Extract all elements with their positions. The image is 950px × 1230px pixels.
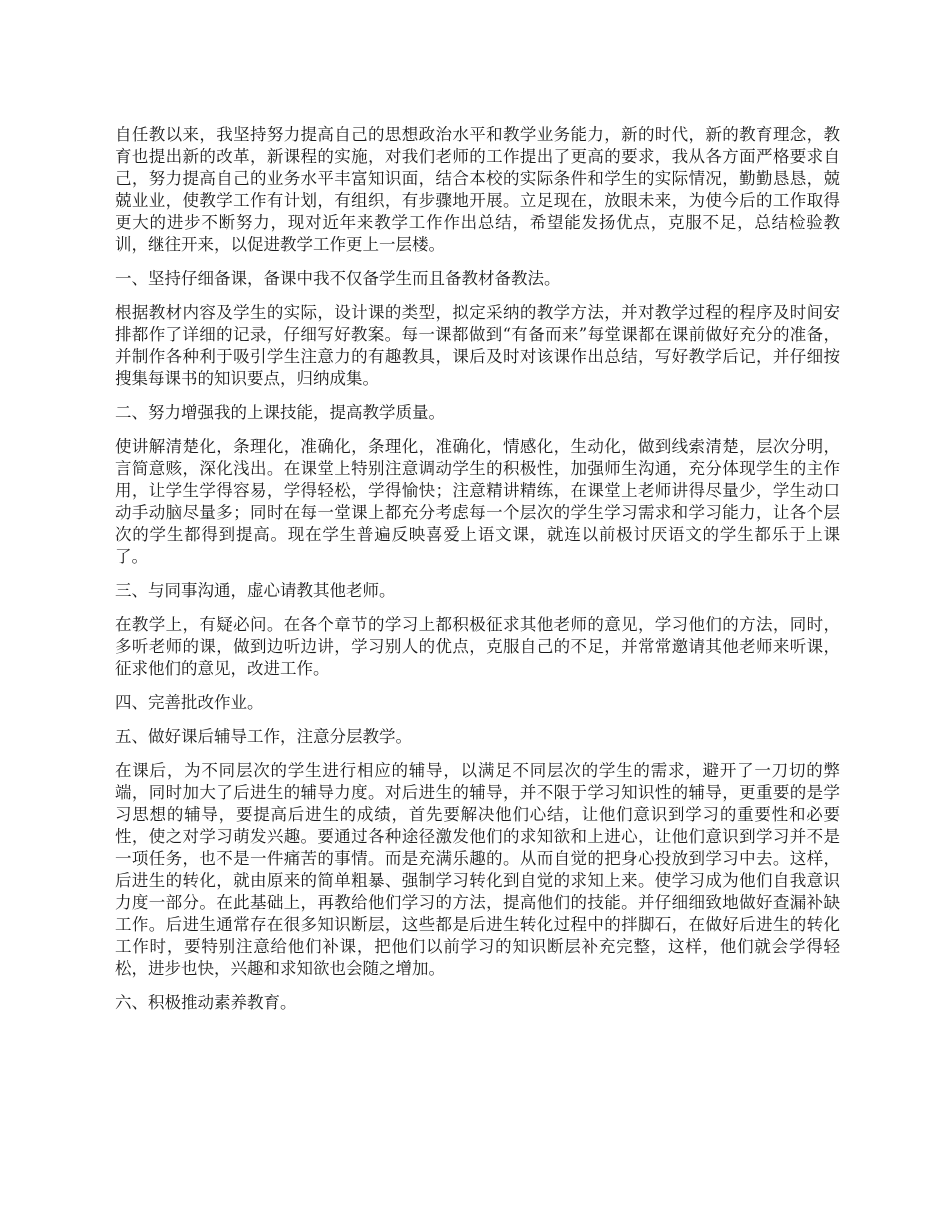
section-heading-1: 一、坚持仔细备课，备课中我不仅备学生而且备教材备教法。 bbox=[115, 269, 561, 288]
section-3-paragraph: 在教学上，有疑必问。在各个章节的学习上都积极征求其他老师的意见，学习他们的方法，同时，多听老师的课，做到边听边讲，学习别人的优点，克服自己的不足，并常常邀请其他老师来听课，征求他们的意见，改进工作。 bbox=[115, 615, 840, 678]
section-5-paragraph: 在课后，为不同层次的学生进行相应的辅导，以满足不同层次的学生的需求，避开了一刀切的弊端，同时加大了后进生的辅导力度。对后进生的辅导，并不限于学习知识性的辅导，更重要的是学习思想的辅导，要提高后进生的成绩，首先要解决他们心结，让他们意识到学习的重要性和必要性，使之对学习萌发兴趣。要通过各种途径激发他们的求知欲和上进心，让他们意识到学习并不是一项任务，也不是一件痛苦的事情。而是充满乐趣的。从而自觉的把身心投放到学习中去。这样，后进生的转化，就由原来的简单粗暴、强制学习转化到自觉的求知上来。使学习成为他们自我意识力度一部分。在此基础上，再教给他们学习的方法，提高他们的技能。并仔细细致地做好查漏补缺工作。后进生通常存在很多知识断层，这些都是后进生转化过程中的拌脚石，在做好后进生的转化工作时，要特别注意给他们补课，把他们以前学习的知识断层补充完整，这样，他们就会学得轻松，进步也快，兴趣和求知欲也会随之增加。 bbox=[115, 761, 840, 978]
section-heading-6: 六、积极推动素养教育。 bbox=[115, 993, 297, 1012]
section-heading-2: 二、努力增强我的上课技能，提高教学质量。 bbox=[115, 403, 445, 422]
document-body bbox=[115, 124, 840, 1026]
section-heading-5: 五、做好课后辅导工作，注意分层教学。 bbox=[115, 727, 412, 746]
intro-paragraph: 自任教以来，我坚持努力提高自己的思想政治水平和教学业务能力，新的时代，新的教育理念，教育也提出新的改革，新课程的实施，对我们老师的工作提出了更高的要求，我从各方面严格要求自己，努力提高自己的业务水平丰富知识面，结合本校的实际条件和学生的实际情况，勤勤恳恳，兢兢业业，使教学工作有计划，有组织，有步骤地开展。立足现在，放眼未来，为使今后的工作取得更大的进步不断努力，现对近年来教学工作作出总结，希望能发扬优点，克服不足，总结检验教训，继往开来，以促进教学工作更上一层楼。 bbox=[115, 125, 840, 254]
section-heading-3: 三、与同事沟通，虚心请教其他老师。 bbox=[115, 581, 396, 600]
section-2-paragraph: 使讲解清楚化，条理化，准确化，条理化，准确化，情感化，生动化，做到线索清楚，层次分明，言简意赅，深化浅出。在课堂上特别注意调动学生的积极性，加强师生沟通，充分体现学生的主作用，让学生学得容易，学得轻松，学得愉快；注意精讲精练，在课堂上老师讲得尽量少，学生动口动手动脑尽量多；同时在每一堂课上都充分考虑每一个层次的学生学习需求和学习能力，让各个层次的学生都得到提高。现在学生普遍反映喜爱上语文课，就连以前极讨厌语文的学生都乐于上课了。 bbox=[115, 437, 840, 566]
section-1-paragraph: 根据教材内容及学生的实际，设计课的类型，拟定采纳的教学方法，并对教学过程的程序及时间安排都作了详细的记录，仔细写好教案。每一课都做到“有备而来”每堂课都在课前做好充分的准备，并制作各种利于吸引学生注意力的有趣教具，课后及时对该课作出总结，写好教学后记，并仔细按搜集每课书的知识要点，归纳成集。 bbox=[115, 303, 840, 388]
section-heading-4: 四、完善批改作业。 bbox=[115, 693, 264, 712]
